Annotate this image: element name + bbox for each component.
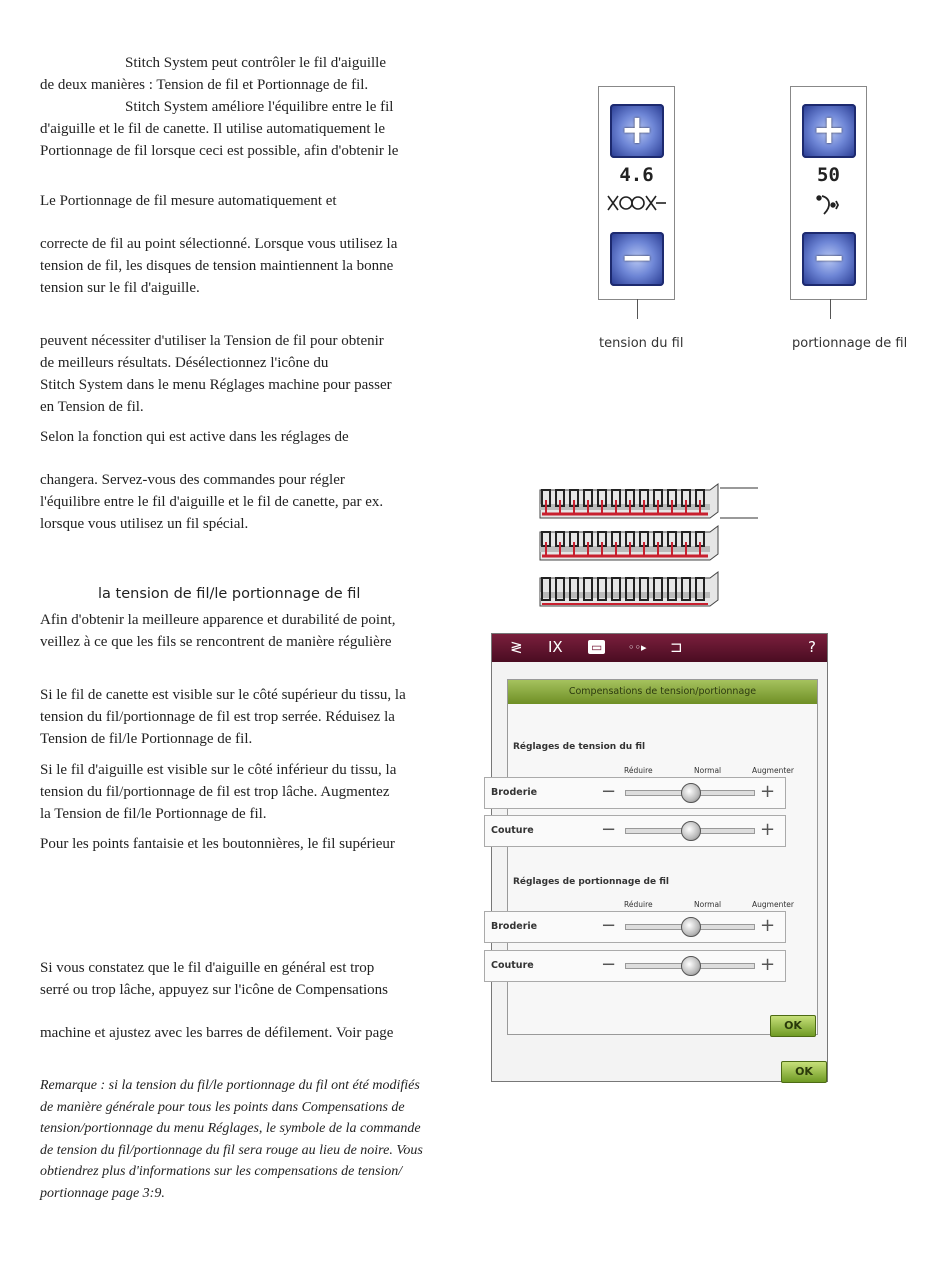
text-line: tension du fil/portionnage de fil est trop serrée. Réduisez la <box>40 709 395 725</box>
plus-icon[interactable]: + <box>760 819 776 840</box>
text-line: Si le fil d'aiguille est visible sur le côté inférieur du tissu, la <box>40 762 397 778</box>
slider-track[interactable] <box>625 924 755 930</box>
stitch-balance-illustration <box>530 478 770 613</box>
portion-row-embroidery <box>484 911 786 943</box>
paragraph-needle-visible <box>40 759 470 825</box>
text-line: veillez à ce que les fils se rencontrent de manière régulière <box>40 634 392 650</box>
plus-icon[interactable]: + <box>760 915 776 936</box>
thread-portioning-control <box>790 86 867 300</box>
tension-increase-button[interactable] <box>610 104 664 158</box>
slider-handle[interactable] <box>681 917 701 937</box>
text-line: peuvent nécessiter d'utiliser la Tension de fil pour obtenir <box>40 333 384 349</box>
text-line: Afin d'obtenir la meilleure apparence et durabilité de point, <box>40 612 396 628</box>
text-line: Tension de fil/le Portionnage de fil. <box>40 731 253 747</box>
section-heading: la tension de fil/le portionnage de fil <box>98 586 361 602</box>
text-line: Stitch System peut contrôler le fil d'aiguille <box>125 55 386 71</box>
dialog-toolbar <box>492 634 827 662</box>
stitch-diagram-bobbin-visible <box>540 484 758 518</box>
paragraph-deselect <box>40 330 470 418</box>
row-label: Broderie <box>491 787 538 798</box>
minus-icon[interactable]: − <box>601 915 617 936</box>
portion-value: 50 <box>817 164 840 186</box>
tension-row-embroidery <box>484 777 786 809</box>
text-line: serré ou trop lâche, appuyez sur l'icône de Compensations <box>40 982 389 998</box>
minus-icon[interactable]: − <box>601 781 617 802</box>
row-label: Broderie <box>491 921 538 932</box>
plus-icon[interactable]: + <box>760 781 776 802</box>
minus-icon[interactable]: − <box>601 819 617 840</box>
slider-track[interactable] <box>625 828 755 834</box>
tension-symbol-icon <box>599 192 674 220</box>
note-line: tension/portionnage du menu Réglages, le symbole de la commande <box>40 1121 421 1136</box>
column-normal: Normal <box>694 766 722 775</box>
slider-handle[interactable] <box>681 956 701 976</box>
paragraph-commands <box>40 469 470 535</box>
text-line: l'équilibre entre le fil d'aiguille et le fil de canette, par ex. <box>40 494 384 510</box>
text-line: de meilleurs résultats. Désélectionnez l'icône du <box>40 355 329 371</box>
info-settings-icon[interactable]: ⊐ <box>670 638 683 656</box>
plus-icon: + <box>812 107 846 153</box>
tension-value: 4.6 <box>619 164 654 186</box>
paragraph-function <box>40 426 470 448</box>
text-line: Le Portionnage de fil mesure automatiquement et <box>40 193 337 209</box>
text-line: de deux manières : Tension de fil et Portionnage de fil. <box>40 77 369 93</box>
text-line: tension de fil, les disques de tension maintiennent la bonne <box>40 258 394 274</box>
paragraph-bobbin-visible <box>40 684 470 750</box>
text-line: d'aiguille et le fil de canette. Il utilise automatiquement le <box>40 121 386 137</box>
dialog-title: Compensations de tension/portionnage <box>508 680 817 704</box>
text-line: la Tension de fil/le Portionnage de fil. <box>40 806 267 822</box>
portion-leader-line <box>830 299 831 319</box>
portion-caption: portionnage de fil <box>792 336 908 351</box>
stitch-diagram-balanced <box>540 526 718 560</box>
text-line: Si vous constatez que le fil d'aiguille en général est trop <box>40 960 375 976</box>
portion-section-title: Réglages de portionnage de fil <box>513 877 669 887</box>
slider-handle[interactable] <box>681 821 701 841</box>
note-line: Remarque : si la tension du fil/le portionnage du fil ont été modifiés <box>40 1078 420 1093</box>
row-label: Couture <box>491 825 534 836</box>
text-line: Stitch System dans le menu Réglages machine pour passer <box>40 377 392 393</box>
stitch-settings-icon[interactable]: ≷ <box>510 638 523 656</box>
slider-track[interactable] <box>625 963 755 969</box>
dialog-panel <box>491 679 818 1035</box>
remark-note <box>40 1075 480 1204</box>
text-line: correcte de fil au point sélectionné. Lorsque vous utilisez la <box>40 236 398 252</box>
column-increase: Augmenter <box>752 766 794 775</box>
portion-row-sewing <box>484 950 786 982</box>
note-line: de tension du fil/portionnage du fil sera rouge au lieu de noire. Vous <box>40 1142 423 1158</box>
column-normal: Normal <box>694 900 722 909</box>
text-line: lorsque vous utilisez un fil spécial. <box>40 516 249 532</box>
ok-button[interactable]: OK <box>781 1061 827 1083</box>
column-increase: Augmenter <box>752 900 794 909</box>
paragraph-decorative <box>40 833 470 855</box>
row-label: Couture <box>491 960 534 971</box>
thread-tension-control <box>598 86 675 300</box>
sound-settings-icon[interactable]: ◦◦▸ <box>628 641 647 654</box>
text-line: Portionnage de fil lorsque ceci est possible, afin d'obtenir le <box>40 143 399 159</box>
tension-row-sewing <box>484 815 786 847</box>
stitch-diagram-needle-visible <box>540 572 718 606</box>
plus-icon: + <box>620 107 654 153</box>
inner-ok-button[interactable]: OK <box>770 1015 816 1037</box>
text-line: en Tension de fil. <box>40 399 144 415</box>
text-line: machine et ajustez avec les barres de défilement. Voir page <box>40 1025 394 1041</box>
paragraph-tension-discs <box>40 233 470 299</box>
text-line: tension sur le fil d'aiguille. <box>40 280 200 296</box>
text-line: Pour les points fantaisie et les boutonnières, le fil supérieur <box>40 836 395 852</box>
text-line: Si le fil de canette est visible sur le côté supérieur du tissu, la <box>40 687 406 703</box>
text-line: Stitch System améliore l'équilibre entre le fil <box>125 99 394 115</box>
paragraph-intro <box>40 52 470 162</box>
note-line: de manière générale pour tous les points dans Compensations de <box>40 1099 405 1115</box>
needle-settings-icon[interactable]: IX <box>548 638 563 656</box>
column-reduce: Réduire <box>624 766 653 775</box>
tension-section-title: Réglages de tension du fil <box>513 742 646 752</box>
minus-icon: − <box>812 235 846 281</box>
minus-icon[interactable]: − <box>601 954 617 975</box>
machine-settings-icon[interactable]: ▭ <box>588 640 605 654</box>
paragraph-portioning <box>40 190 470 212</box>
tension-caption: tension du fil <box>599 336 684 351</box>
note-line: obtiendrez plus d'informations sur les compensations de tension/ <box>40 1164 403 1179</box>
plus-icon[interactable]: + <box>760 954 776 975</box>
text-line: Selon la fonction qui est active dans les réglages de <box>40 429 349 445</box>
tension-portioning-dialog <box>491 633 828 1082</box>
portion-increase-button[interactable] <box>802 104 856 158</box>
text-line: tension du fil/portionnage de fil est trop lâche. Augmentez <box>40 784 390 800</box>
note-line: portionnage page 3:9. <box>40 1185 165 1201</box>
text-line: changera. Servez-vous des commandes pour régler <box>40 472 345 488</box>
minus-icon: − <box>620 235 654 281</box>
slider-handle[interactable] <box>681 783 701 803</box>
tension-leader-line <box>637 299 638 319</box>
tension-decrease-button[interactable] <box>610 232 664 286</box>
column-reduce: Réduire <box>624 900 653 909</box>
paragraph-general <box>40 957 470 1001</box>
portioning-symbol-icon <box>791 192 866 224</box>
paragraph-scrollbars <box>40 1022 470 1044</box>
slider-track[interactable] <box>625 790 755 796</box>
paragraph-appearance <box>40 609 470 653</box>
portion-decrease-button[interactable] <box>802 232 856 286</box>
help-icon[interactable]: ? <box>808 638 816 656</box>
